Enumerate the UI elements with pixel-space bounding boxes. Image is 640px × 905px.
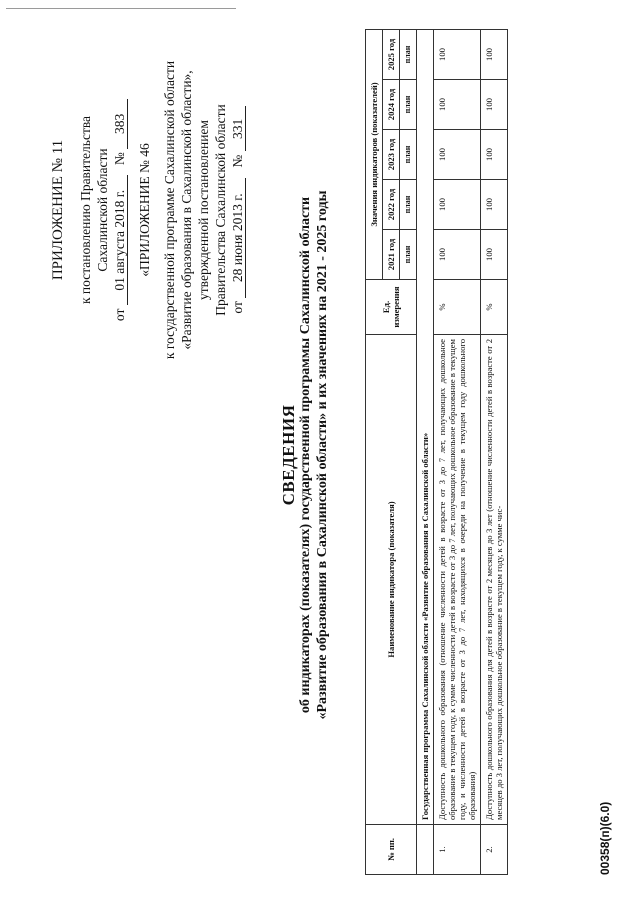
row-unit: %: [434, 280, 481, 335]
row-value: 100: [481, 80, 508, 130]
appendix-date: 01 августа 2018 г.: [113, 175, 128, 305]
row-value: 100: [434, 80, 481, 130]
appendix-from-prefix: от: [112, 308, 127, 322]
header-num: № пп.: [366, 825, 417, 875]
header-plan: план: [400, 30, 417, 80]
row-name: Доступность дошкольного образования (отношение численности детей в возрасте от 3 до 7 лет, получающих дошкольное образование в текущем году, к сумме численности детей в возрасте от 3 до 7 лет, получающих дошкольное образование в текущем году, и численности детей в возрасте от 3 до 7 лет, находящихся в очереди на получение в текущем году дошкольного образования): [434, 335, 481, 825]
appendix-orig-number: 331: [231, 106, 246, 151]
appendix-header: [50, 60, 246, 360]
header-plan: план: [400, 130, 417, 180]
appendix-number-prefix: №: [112, 152, 127, 166]
table-header-row: [366, 30, 383, 875]
program-num-cell: [417, 825, 434, 875]
appendix-program-ref: к государственной программе Сахалинской области «Развитие образования в Сахалинской области»,: [162, 60, 194, 360]
appendix-gov: Правительства Сахалинской области: [213, 104, 228, 316]
header-year: 2021 год: [383, 230, 400, 280]
row-num: 2.: [481, 825, 508, 875]
row-unit: %: [481, 280, 508, 335]
row-value: 100: [481, 230, 508, 280]
row-value: 100: [434, 130, 481, 180]
document-title: [280, 45, 331, 865]
row-value: 100: [434, 230, 481, 280]
table-row: [434, 30, 481, 875]
appendix-orig-date: 28 июня 2013 г.: [231, 178, 246, 298]
header-plan: план: [400, 80, 417, 130]
appendix-date-line: [111, 60, 128, 360]
appendix-old-title: «ПРИЛОЖЕНИЕ № 46: [137, 143, 152, 277]
header-year: 2023 год: [383, 130, 400, 180]
appendix-to-decree: к постановлению Правительства: [78, 115, 93, 305]
appendix-orig-from-prefix: от: [230, 301, 245, 314]
title-main: СВЕДЕНИЯ: [279, 404, 298, 506]
table-row: [481, 30, 508, 875]
row-value: 100: [481, 30, 508, 80]
row-name: Доступность дошкольного образования для детей в возрасте от 2 месяцев до 3 лет (отношение численности детей в возрасте от 2 месяцев до 3 лет, получающих дошкольное образование в текущем году, к сумме чис-: [481, 335, 508, 825]
row-value: 100: [481, 130, 508, 180]
header-year: 2024 год: [383, 80, 400, 130]
appendix-orig-date-line: [229, 60, 246, 360]
title-line-1: об индикаторах (показателях) государственной программы Сахалинской области: [298, 196, 313, 714]
appendix-number: 383: [113, 99, 128, 149]
header-values: Значения индикаторов (показателей): [366, 30, 383, 280]
program-row: [417, 30, 434, 875]
indicators-table: [365, 29, 508, 875]
header-year: 2025 год: [383, 30, 400, 80]
appendix-orig-number-prefix: №: [230, 154, 245, 168]
header-unit: Ед. измерения: [366, 280, 417, 335]
row-value: 100: [434, 180, 481, 230]
appendix-title: ПРИЛОЖЕНИЕ № 11: [50, 139, 66, 281]
row-value: 100: [434, 30, 481, 80]
header-plan: план: [400, 230, 417, 280]
program-title: Государственная программа Сахалинской области «Развитие образования в Сахалинской области»: [417, 30, 434, 825]
appendix-region: Сахалинской области: [95, 148, 110, 272]
title-line-2: «Развитие образования в Сахалинской области» и их значениях на 2021 - 2025 годы: [315, 190, 330, 720]
header-name: Наименование индикатора (показателя): [366, 335, 417, 825]
appendix-approved: утвержденной постановлением: [196, 120, 211, 300]
header-year: 2022 год: [383, 180, 400, 230]
row-value: 100: [481, 180, 508, 230]
header-plan: план: [400, 180, 417, 230]
row-num: 1.: [434, 825, 481, 875]
footer-code: 00358(п)(6.0): [598, 801, 612, 875]
